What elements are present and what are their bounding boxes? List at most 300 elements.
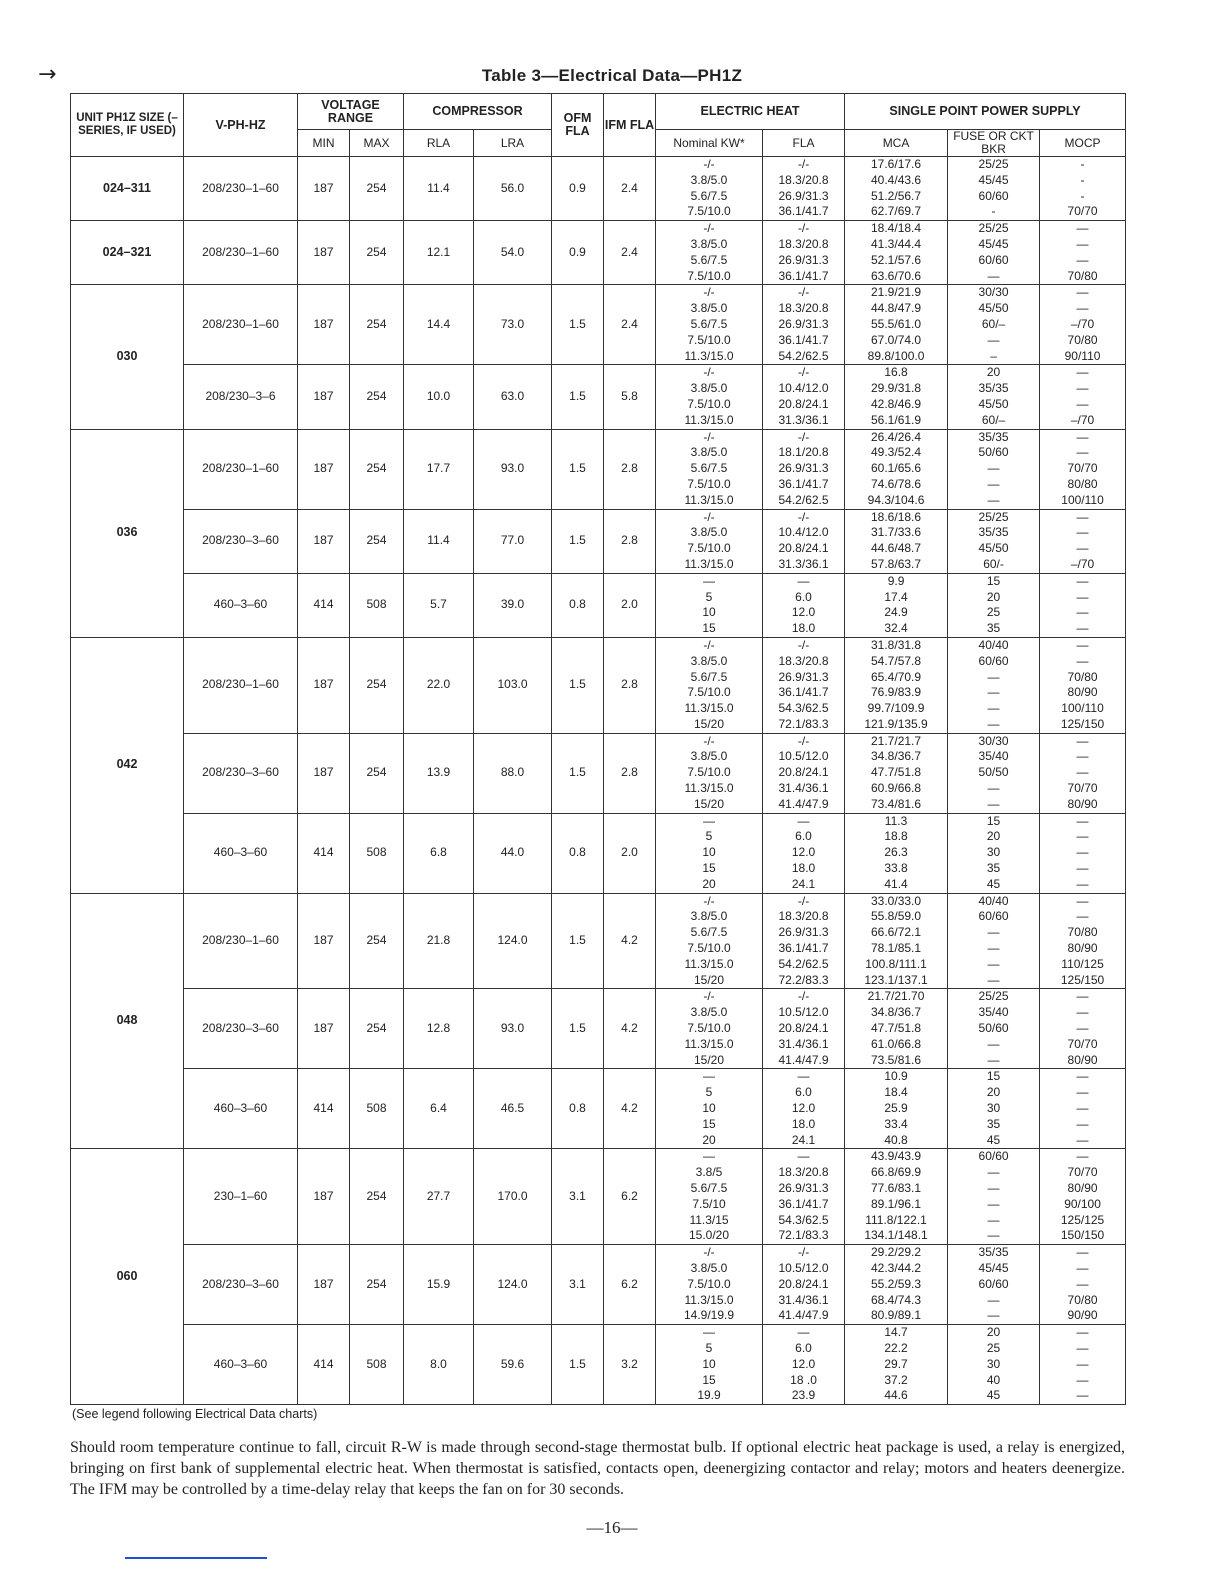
voltage-min-cell: 187 xyxy=(298,429,350,509)
lra-cell: 93.0 xyxy=(474,989,552,1069)
unit-size-cell: 048 xyxy=(71,893,184,1149)
cell-line: 25/25 xyxy=(978,221,1009,236)
voltage-min-cell: 414 xyxy=(298,813,350,893)
cell-line: -/- xyxy=(797,989,810,1004)
cell-line: 31.4/36.1 xyxy=(778,1036,829,1051)
heat-fla-cell xyxy=(763,989,845,1069)
cell-line: 35/40 xyxy=(978,749,1009,764)
cell-line: 21.7/21.70 xyxy=(867,989,925,1004)
heat-kw-cell xyxy=(656,285,763,365)
cell-line: 21.9/21.9 xyxy=(871,285,922,300)
cell-line: 11.3/15.0 xyxy=(684,1036,734,1051)
voltage-max-cell: 254 xyxy=(350,509,404,573)
cell-line: — xyxy=(1076,236,1089,251)
cell-line: 31.3/36.1 xyxy=(778,412,829,427)
cell-line: 70/70 xyxy=(1067,1165,1098,1180)
cell-line: 33.4 xyxy=(884,1116,908,1131)
cell-line: 61.0/66.8 xyxy=(871,1036,922,1051)
table-row xyxy=(71,1149,1126,1245)
cell-line: 7.5/10.0 xyxy=(687,765,731,780)
cell-line: — xyxy=(987,1181,1000,1195)
heat-kw-cell xyxy=(656,509,763,573)
lra-cell: 93.0 xyxy=(474,429,552,509)
cell-line: 5.6/7.5 xyxy=(690,316,728,331)
cell-line: 20.8/24.1 xyxy=(778,541,829,556)
cell-line: 35 xyxy=(986,621,1001,636)
cell-line: 26.9/31.3 xyxy=(778,925,829,940)
heat-fla-cell xyxy=(763,733,845,813)
cell-line: 36.1/41.7 xyxy=(778,476,829,491)
cell-line: 3.8/5.0 xyxy=(690,653,728,668)
cell-line: – xyxy=(990,348,997,363)
heat-fla-cell xyxy=(763,1325,845,1405)
cell-line: 41.4 xyxy=(884,876,908,891)
cell-line: — xyxy=(1076,1149,1089,1164)
v-ph-hz-cell: 208/230–1–60 xyxy=(184,221,298,285)
cell-line: 100.8/111.1 xyxy=(865,956,927,971)
mocp-cell xyxy=(1040,509,1126,573)
cell-line: — xyxy=(1076,429,1089,444)
heat-kw-cell xyxy=(656,1245,763,1325)
cell-line: 15 xyxy=(702,621,716,636)
cell-line: 20 xyxy=(986,1085,1001,1100)
fuse-cell xyxy=(948,1149,1040,1245)
cell-line: — xyxy=(987,796,1000,811)
cell-line: 47.7/51.8 xyxy=(871,765,922,780)
cell-line: 125/150 xyxy=(1060,716,1105,731)
ofm-fla-cell: 1.5 xyxy=(552,1325,604,1405)
ofm-fla-cell: 0.8 xyxy=(552,573,604,637)
cell-line: 125/150 xyxy=(1060,972,1105,987)
cell-line: 70/80 xyxy=(1067,669,1098,684)
heat-fla-cell xyxy=(763,893,845,989)
heat-kw-cell xyxy=(656,573,763,637)
table-row xyxy=(71,157,1126,221)
cell-line: 77.6/83.1 xyxy=(871,1181,922,1195)
cell-line: 41.4/47.9 xyxy=(778,796,829,811)
cell-line: — xyxy=(797,1149,810,1164)
cell-line: 11.3/15.0 xyxy=(684,492,734,507)
cell-line: 7.5/10.0 xyxy=(687,476,731,491)
cell-line: 10.5/12.0 xyxy=(778,1005,829,1020)
cell-line: — xyxy=(797,1325,810,1340)
cell-line: 36.1/41.7 xyxy=(778,332,829,347)
header-mocp: MOCP xyxy=(1040,130,1126,157)
cell-line: 15 xyxy=(702,1372,716,1387)
cell-line: -/- xyxy=(703,365,715,380)
fuse-cell xyxy=(948,429,1040,509)
cell-line: 45/50 xyxy=(978,541,1009,556)
cell-line: 25/25 xyxy=(978,509,1009,524)
cell-line: 12.0 xyxy=(791,845,816,860)
mocp-cell xyxy=(1040,637,1126,733)
cell-line: 35/35 xyxy=(978,525,1009,540)
table-body xyxy=(71,157,1126,1405)
cell-line: 35/40 xyxy=(978,1005,1009,1020)
cell-line: 70/80 xyxy=(1067,268,1098,283)
voltage-max-cell: 254 xyxy=(350,365,404,429)
cell-line: 7.5/10.0 xyxy=(687,332,731,347)
cell-line: 70/70 xyxy=(1067,461,1098,476)
cell-line: 30/30 xyxy=(978,285,1009,300)
rla-cell: 8.0 xyxy=(404,1325,474,1405)
ifm-fla-cell: 2.8 xyxy=(604,509,656,573)
cell-line: -/- xyxy=(797,285,810,300)
cell-line: -/- xyxy=(703,637,715,652)
rla-cell: 11.4 xyxy=(404,509,474,573)
voltage-max-cell: 254 xyxy=(350,285,404,365)
mca-cell xyxy=(845,365,948,429)
cell-line: 33.0/33.0 xyxy=(871,893,922,908)
cell-line: — xyxy=(1076,653,1089,668)
cell-line: 5.6/7.5 xyxy=(690,669,728,684)
voltage-min-cell: 187 xyxy=(298,893,350,989)
cell-line: 32.4 xyxy=(884,621,908,636)
mocp-cell xyxy=(1040,989,1126,1069)
cell-line: — xyxy=(1076,285,1089,300)
heat-fla-cell xyxy=(763,157,845,221)
cell-line: 89.8/100.0 xyxy=(867,348,925,363)
cell-line: 3.8/5.0 xyxy=(690,749,728,764)
cell-line: -/- xyxy=(703,221,715,236)
cell-line: 5.6/7.5 xyxy=(690,461,728,476)
cell-line: 80/90 xyxy=(1067,796,1098,811)
cell-line: 26.9/31.3 xyxy=(778,461,829,476)
cell-line: 18.3/20.8 xyxy=(778,1165,829,1180)
cell-line: 43.9/43.9 xyxy=(871,1149,922,1164)
cell-line: 50/60 xyxy=(978,1021,1009,1036)
cell-line: 45 xyxy=(986,876,1001,891)
cell-line: 29.7 xyxy=(884,1356,908,1371)
cell-line: — xyxy=(1076,909,1089,924)
cell-line: 31.4/36.1 xyxy=(778,1292,829,1307)
cell-line: — xyxy=(1076,1340,1089,1355)
ifm-fla-cell: 2.4 xyxy=(604,157,656,221)
cell-line: 7.5/10.0 xyxy=(687,941,731,956)
cell-line: 31.7/33.6 xyxy=(871,525,922,540)
cell-line: — xyxy=(1076,252,1089,267)
lra-cell: 170.0 xyxy=(474,1149,552,1245)
cell-line: 63.6/70.6 xyxy=(871,268,922,283)
header-fuse-ckt-bkr: FUSE OR CKT BKR xyxy=(948,130,1040,157)
cell-line: 15/20 xyxy=(694,1052,725,1067)
ifm-fla-cell: 6.2 xyxy=(604,1245,656,1325)
cell-line: 41.3/44.4 xyxy=(871,236,922,251)
cell-line: — xyxy=(987,1196,1000,1211)
cell-line: 20 xyxy=(986,829,1001,844)
voltage-max-cell: 254 xyxy=(350,733,404,813)
cell-line: — xyxy=(987,1308,1000,1323)
cell-line: — xyxy=(987,1052,1000,1067)
cell-line: — xyxy=(1076,1388,1089,1403)
v-ph-hz-cell: 208/230–1–60 xyxy=(184,429,298,509)
table-title: Table 3—Electrical Data—PH1Z xyxy=(481,66,743,85)
fuse-cell xyxy=(948,509,1040,573)
cell-line: 80.9/89.1 xyxy=(871,1308,922,1323)
heat-fla-cell xyxy=(763,1245,845,1325)
page-number: —16— xyxy=(586,1518,638,1537)
cell-line: 60.9/66.8 xyxy=(871,781,922,796)
v-ph-hz-cell: 460–3–60 xyxy=(184,813,298,893)
cell-line: — xyxy=(1076,621,1089,636)
cell-line: 70/80 xyxy=(1067,332,1098,347)
cell-line: -/- xyxy=(797,1245,810,1260)
legend-note: (See legend following Electrical Data charts) xyxy=(72,1407,318,1421)
cell-line: — xyxy=(1076,876,1089,891)
cell-line: 15 xyxy=(986,813,1001,828)
lra-cell: 103.0 xyxy=(474,637,552,733)
ifm-fla-cell: 4.2 xyxy=(604,1069,656,1149)
cell-line: — xyxy=(1076,365,1089,380)
cell-line: — xyxy=(1076,893,1089,908)
cell-line: 45/50 xyxy=(978,301,1009,316)
cell-line: -/- xyxy=(797,157,810,171)
v-ph-hz-cell: 230–1–60 xyxy=(184,1149,298,1245)
cell-line: — xyxy=(987,1036,1000,1051)
cell-line: 35/35 xyxy=(978,381,1009,396)
cell-line: 15 xyxy=(986,1069,1001,1084)
cell-line: 70/80 xyxy=(1067,925,1098,940)
ofm-fla-cell: 1.5 xyxy=(552,733,604,813)
cell-line: 20.8/24.1 xyxy=(778,1021,829,1036)
cell-line: 21.7/21.7 xyxy=(871,733,922,748)
mca-cell xyxy=(845,157,948,221)
cell-line: 26.4/26.4 xyxy=(871,429,922,444)
cell-line: 60/- xyxy=(983,556,1004,571)
cell-line: — xyxy=(703,1325,716,1340)
cell-line: 60/60 xyxy=(978,653,1009,668)
cell-line: 3.8/5.0 xyxy=(690,909,728,924)
cell-line: 18.6/18.6 xyxy=(871,509,922,524)
mocp-cell xyxy=(1040,1325,1126,1405)
cell-line: 37.2 xyxy=(884,1372,908,1387)
fuse-cell xyxy=(948,989,1040,1069)
table-row xyxy=(71,1069,1126,1149)
cell-line: 5 xyxy=(705,829,713,844)
voltage-max-cell: 508 xyxy=(350,573,404,637)
cell-line: 60/60 xyxy=(978,188,1009,203)
cell-line: 10.4/12.0 xyxy=(778,525,829,540)
cell-line: 99.7/109.9 xyxy=(867,701,925,716)
v-ph-hz-cell: 208/230–1–60 xyxy=(184,285,298,365)
cell-line: 18.1/20.8 xyxy=(778,445,829,460)
cell-line: 60/– xyxy=(981,316,1006,331)
cell-line: — xyxy=(797,813,810,828)
cell-line: 26.9/31.3 xyxy=(778,1181,829,1195)
rla-cell: 6.8 xyxy=(404,813,474,893)
cell-line: 15/20 xyxy=(694,716,725,731)
rla-cell: 15.9 xyxy=(404,1245,474,1325)
lra-cell: 46.5 xyxy=(474,1069,552,1149)
voltage-min-cell: 187 xyxy=(298,733,350,813)
ofm-fla-cell: 0.9 xyxy=(552,157,604,221)
fuse-cell xyxy=(948,893,1040,989)
ifm-fla-cell: 4.2 xyxy=(604,989,656,1069)
table-row xyxy=(71,1245,1126,1325)
heat-kw-cell xyxy=(656,157,763,221)
header-v-ph-hz: V-PH-HZ xyxy=(184,94,298,157)
ifm-fla-cell: 5.8 xyxy=(604,365,656,429)
voltage-min-cell: 187 xyxy=(298,221,350,285)
table-row xyxy=(71,893,1126,989)
cell-line: 11.3 xyxy=(884,813,908,828)
cell-line: 3.8/5.0 xyxy=(690,525,728,540)
cell-line: 55.8/59.0 xyxy=(871,909,922,924)
cell-line: 70/70 xyxy=(1067,204,1098,219)
cell-line: 15 xyxy=(702,861,716,876)
header-min: MIN xyxy=(298,130,350,157)
v-ph-hz-cell: 460–3–60 xyxy=(184,573,298,637)
cell-line: 74.6/78.6 xyxy=(871,476,922,491)
cell-line: — xyxy=(1076,573,1089,588)
rla-cell: 12.8 xyxy=(404,989,474,1069)
voltage-max-cell: 254 xyxy=(350,989,404,1069)
cell-line: 25.9 xyxy=(884,1101,908,1116)
cell-line: 80/90 xyxy=(1067,685,1098,700)
fuse-cell xyxy=(948,813,1040,893)
cell-line: 45 xyxy=(986,1132,1001,1147)
table-row xyxy=(71,1325,1126,1405)
v-ph-hz-cell: 208/230–3–60 xyxy=(184,733,298,813)
cell-line: 52.1/57.6 xyxy=(871,252,922,267)
cell-line: 10 xyxy=(702,605,716,620)
rla-cell: 13.9 xyxy=(404,733,474,813)
cell-line: 5 xyxy=(705,1340,713,1355)
mocp-cell xyxy=(1040,1149,1126,1245)
table-row xyxy=(71,221,1126,285)
header-max: MAX xyxy=(350,130,404,157)
mca-cell xyxy=(845,733,948,813)
mca-cell xyxy=(845,1069,948,1149)
cell-line: 7.5/10.0 xyxy=(687,1276,731,1291)
cell-line: 18.3/20.8 xyxy=(778,172,829,187)
cell-line: 26.3 xyxy=(884,845,908,860)
cell-line: 45/45 xyxy=(978,236,1009,251)
cell-line: — xyxy=(1076,221,1089,236)
cell-line: 15/20 xyxy=(694,972,725,987)
cell-line: 100/110 xyxy=(1061,701,1104,716)
cell-line: 7.5/10.0 xyxy=(687,685,731,700)
cell-line: 33.8 xyxy=(884,861,908,876)
cell-line: 20 xyxy=(702,876,716,891)
cell-line: 70/80 xyxy=(1067,1292,1098,1307)
mca-cell xyxy=(845,573,948,637)
lra-cell: 73.0 xyxy=(474,285,552,365)
cell-line: 26.9/31.3 xyxy=(778,188,829,203)
cell-line: 45/50 xyxy=(978,396,1009,411)
heat-fla-cell xyxy=(763,1149,845,1245)
cell-line: — xyxy=(987,941,1000,956)
rla-cell: 12.1 xyxy=(404,221,474,285)
cell-line: -/- xyxy=(703,509,715,524)
cell-line: 110/125 xyxy=(1061,956,1104,971)
heat-fla-cell xyxy=(763,285,845,365)
voltage-max-cell: 254 xyxy=(350,893,404,989)
ofm-fla-cell: 0.9 xyxy=(552,221,604,285)
ofm-fla-cell: 1.5 xyxy=(552,429,604,509)
cell-line: 11.3/15.0 xyxy=(684,781,734,796)
cell-line: — xyxy=(987,716,1000,731)
cell-line: 18.0 xyxy=(791,1116,816,1131)
heat-kw-cell xyxy=(656,637,763,733)
cell-line: 18.4/18.4 xyxy=(871,221,922,236)
cell-line: 6.0 xyxy=(795,1340,812,1355)
cell-line: 134.1/148.1 xyxy=(864,1228,928,1243)
ofm-fla-cell: 1.5 xyxy=(552,509,604,573)
cell-line: — xyxy=(1076,381,1089,396)
table-row xyxy=(71,733,1126,813)
cell-line: 7.5/10.0 xyxy=(687,204,731,219)
cell-line: — xyxy=(797,1069,810,1084)
cell-line: 12.0 xyxy=(791,1101,816,1116)
lra-cell: 39.0 xyxy=(474,573,552,637)
rla-cell: 21.8 xyxy=(404,893,474,989)
cell-line: 45/45 xyxy=(978,172,1009,187)
cell-line: — xyxy=(1076,1356,1089,1371)
cell-line: 30 xyxy=(986,1356,1001,1371)
table-row xyxy=(71,637,1126,733)
header-mca: MCA xyxy=(845,130,948,157)
unit-size-cell: 036 xyxy=(71,429,184,637)
cell-line: 90/90 xyxy=(1067,1308,1098,1323)
cell-line: 3.8/5.0 xyxy=(690,236,728,251)
mocp-cell xyxy=(1040,573,1126,637)
mca-cell xyxy=(845,1149,948,1245)
cell-line: 80/80 xyxy=(1067,476,1098,491)
ifm-fla-cell: 6.2 xyxy=(604,1149,656,1245)
cell-line: 45 xyxy=(986,1388,1001,1403)
header-ifm-fla: IFM FLA xyxy=(604,94,656,157)
cell-line: 60/– xyxy=(981,412,1006,427)
rla-cell: 11.4 xyxy=(404,157,474,221)
cell-line: — xyxy=(1076,861,1089,876)
heat-fla-cell xyxy=(763,221,845,285)
cell-line: — xyxy=(1076,1101,1089,1116)
table-header xyxy=(71,94,1126,157)
cell-line: — xyxy=(1076,829,1089,844)
body-paragraph: Should room temperature continue to fall, circuit R-W is made through second-stage thermostat bulb. If optional electric heat package is used, a relay is energized, bringing on first bank of supplemental electric heat. When thermostat is satisfied, contacts open, deenergizing contactor and relay; motors and heaters deenergize. The IFM may be controlled by a time-delay relay that keeps the fan on for 30 seconds. xyxy=(70,1439,1125,1498)
cell-line: 11.3/15.0 xyxy=(684,1292,734,1307)
cell-line: — xyxy=(987,332,1000,347)
cell-line: — xyxy=(987,1165,1000,1180)
rla-cell: 6.4 xyxy=(404,1069,474,1149)
cell-line: 47.7/51.8 xyxy=(871,1021,922,1036)
mocp-cell xyxy=(1040,1245,1126,1325)
cell-line: 80/90 xyxy=(1067,941,1098,956)
lra-cell: 77.0 xyxy=(474,509,552,573)
voltage-max-cell: 254 xyxy=(350,429,404,509)
heat-kw-cell xyxy=(656,429,763,509)
mca-cell xyxy=(845,1325,948,1405)
voltage-min-cell: 187 xyxy=(298,637,350,733)
cell-line: 44.6 xyxy=(884,1388,908,1403)
cell-line: 31.3/36.1 xyxy=(778,556,829,571)
cell-line: 20 xyxy=(986,365,1001,380)
cell-line: 18.0 xyxy=(791,861,816,876)
cell-line: 18 .0 xyxy=(790,1372,817,1387)
table-row xyxy=(71,285,1126,365)
cell-line: 44.6/48.7 xyxy=(871,541,922,556)
cell-line: 23.9 xyxy=(791,1388,816,1403)
cell-line: 18.3/20.8 xyxy=(778,653,829,668)
cell-line: 55.5/61.0 xyxy=(871,316,922,331)
cell-line: 80/90 xyxy=(1067,1181,1098,1195)
cell-line: 30 xyxy=(986,845,1001,860)
cell-line: 111.8/122.1 xyxy=(865,1212,927,1227)
mocp-cell xyxy=(1040,285,1126,365)
cell-line: — xyxy=(1076,541,1089,556)
ofm-fla-cell: 1.5 xyxy=(552,285,604,365)
